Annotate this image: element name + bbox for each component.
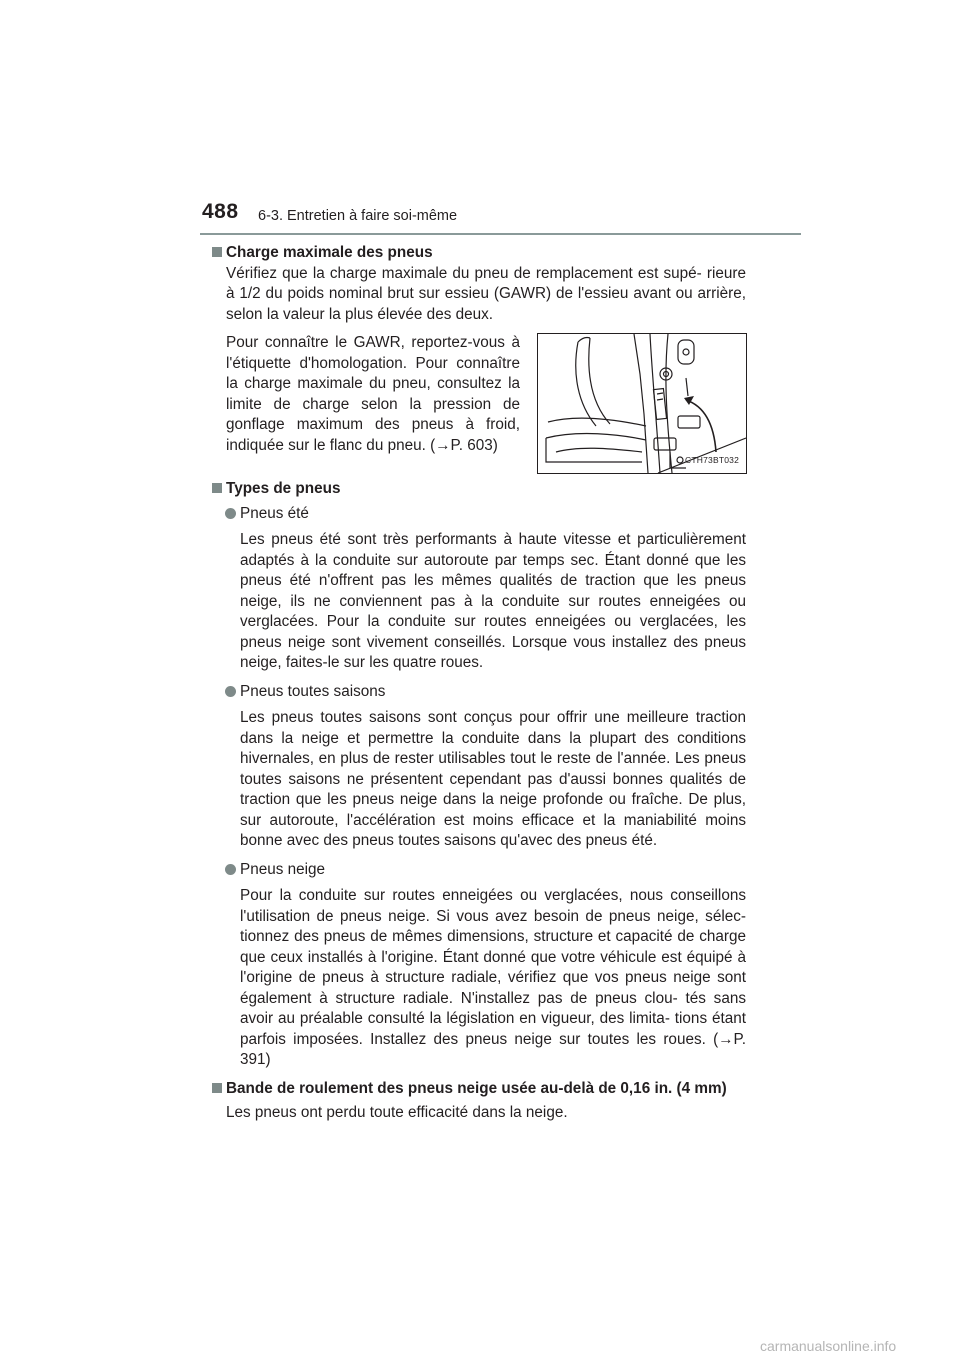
watermark: carmanualsonline.info <box>760 1338 897 1354</box>
load-side-text: Pour connaître le GAWR, reportez-vous à l'étiquette d'homologation. Pour connaître la charge maximale du pneu, consultez la limite de charge selon la pression de gonflage maximum des pneus à froid, indiquée sur le flanc du pneu. (→P. 603) <box>226 334 520 454</box>
load-detail-block <box>226 333 746 473</box>
page-header <box>0 0 960 240</box>
summer-paragraph: Les pneus été sont très performants à haute vitesse et particulièrement adaptés à la conduite sur autoroute par temps sec. Étant donné que les pneus été n'offrent pas les mêmes qualités de traction que les pneus neige, ils ne conviennent pas à la conduite sur routes enneigées ou verglacées. Pour la conduite sur routes enneigées ou verglacées, les pneus neige sont vivement conseillés. Lorsque vous installez des pneus neige, faites-le sur les quatre roues. <box>240 531 746 671</box>
door-label-figure <box>537 333 747 474</box>
square-bullet-icon <box>212 247 222 257</box>
bullet-allseason: Pneus toutes saisons <box>212 682 746 703</box>
snow-paragraph: Pour la conduite sur routes enneigées ou verglacées, nous conseillons l'utilisation de pneus neige. Si vous avez besoin de pneus neige, sélec- tionnez des pneus de mêmes dimensions, structure et capacité de charge que ceux installés à l'origine. Étant donné que votre véhicule est équipé à l'origine de pneus à structure radiale, vérifiez que vos pneus neige sont également à structure radiale. N'installez pas de pneus clou- tés sans avoir au préalable consulté la législation en vigueur, des limita- tions étant parfois imposées. Installez des pneus neige sur toutes les roues. (→P. 391) <box>240 887 746 1068</box>
page-number: 488 <box>202 200 239 223</box>
heading-tread: Bande de roulement des pneus neige usée au-delà de 0,16 in. (4 mm) <box>212 1079 746 1100</box>
round-bullet-icon <box>225 686 236 697</box>
figure-code: CTH73BT032 <box>685 454 739 465</box>
allseason-paragraph: Les pneus toutes saisons sont conçus pour offrir une meilleure traction dans la neige et permettre la conduite dans la plupart des conditions hivernales, en plus de rester utilisables tout le reste de l'année. Les pneus toutes saisons ne présentent cependant pas d'aussi bonnes qualités de traction que les pneus neige dans la neige profonde ou fraîche. De plus, sur autoroute, l'accélération est moins efficace et la maniabilité moins bonne avec des pneus toutes saisons qu'avec des pneus été. <box>240 709 746 849</box>
load-paragraph: Vérifiez que la charge maximale du pneu de remplacement est supé- rieure à 1/2 du poids nominal brut sur essieu (GAWR) de l'essieu avant ou arrière, selon la valeur la plus élevée des deux. <box>226 264 746 323</box>
header-divider <box>200 233 801 235</box>
bullet-snow: Pneus neige <box>212 860 746 881</box>
square-bullet-icon <box>212 1083 222 1093</box>
round-bullet-icon <box>225 508 236 519</box>
heading-types: Types de pneus <box>212 479 746 500</box>
heading-load: Charge maximale des pneus <box>212 243 746 264</box>
round-bullet-icon <box>225 864 236 875</box>
page-content <box>212 243 746 1124</box>
tread-paragraph: Les pneus ont perdu toute efficacité dans la neige. <box>226 1104 568 1121</box>
bullet-summer: Pneus été <box>212 504 746 525</box>
section-title: 6-3. Entretien à faire soi-même <box>258 208 458 224</box>
square-bullet-icon <box>212 483 222 493</box>
